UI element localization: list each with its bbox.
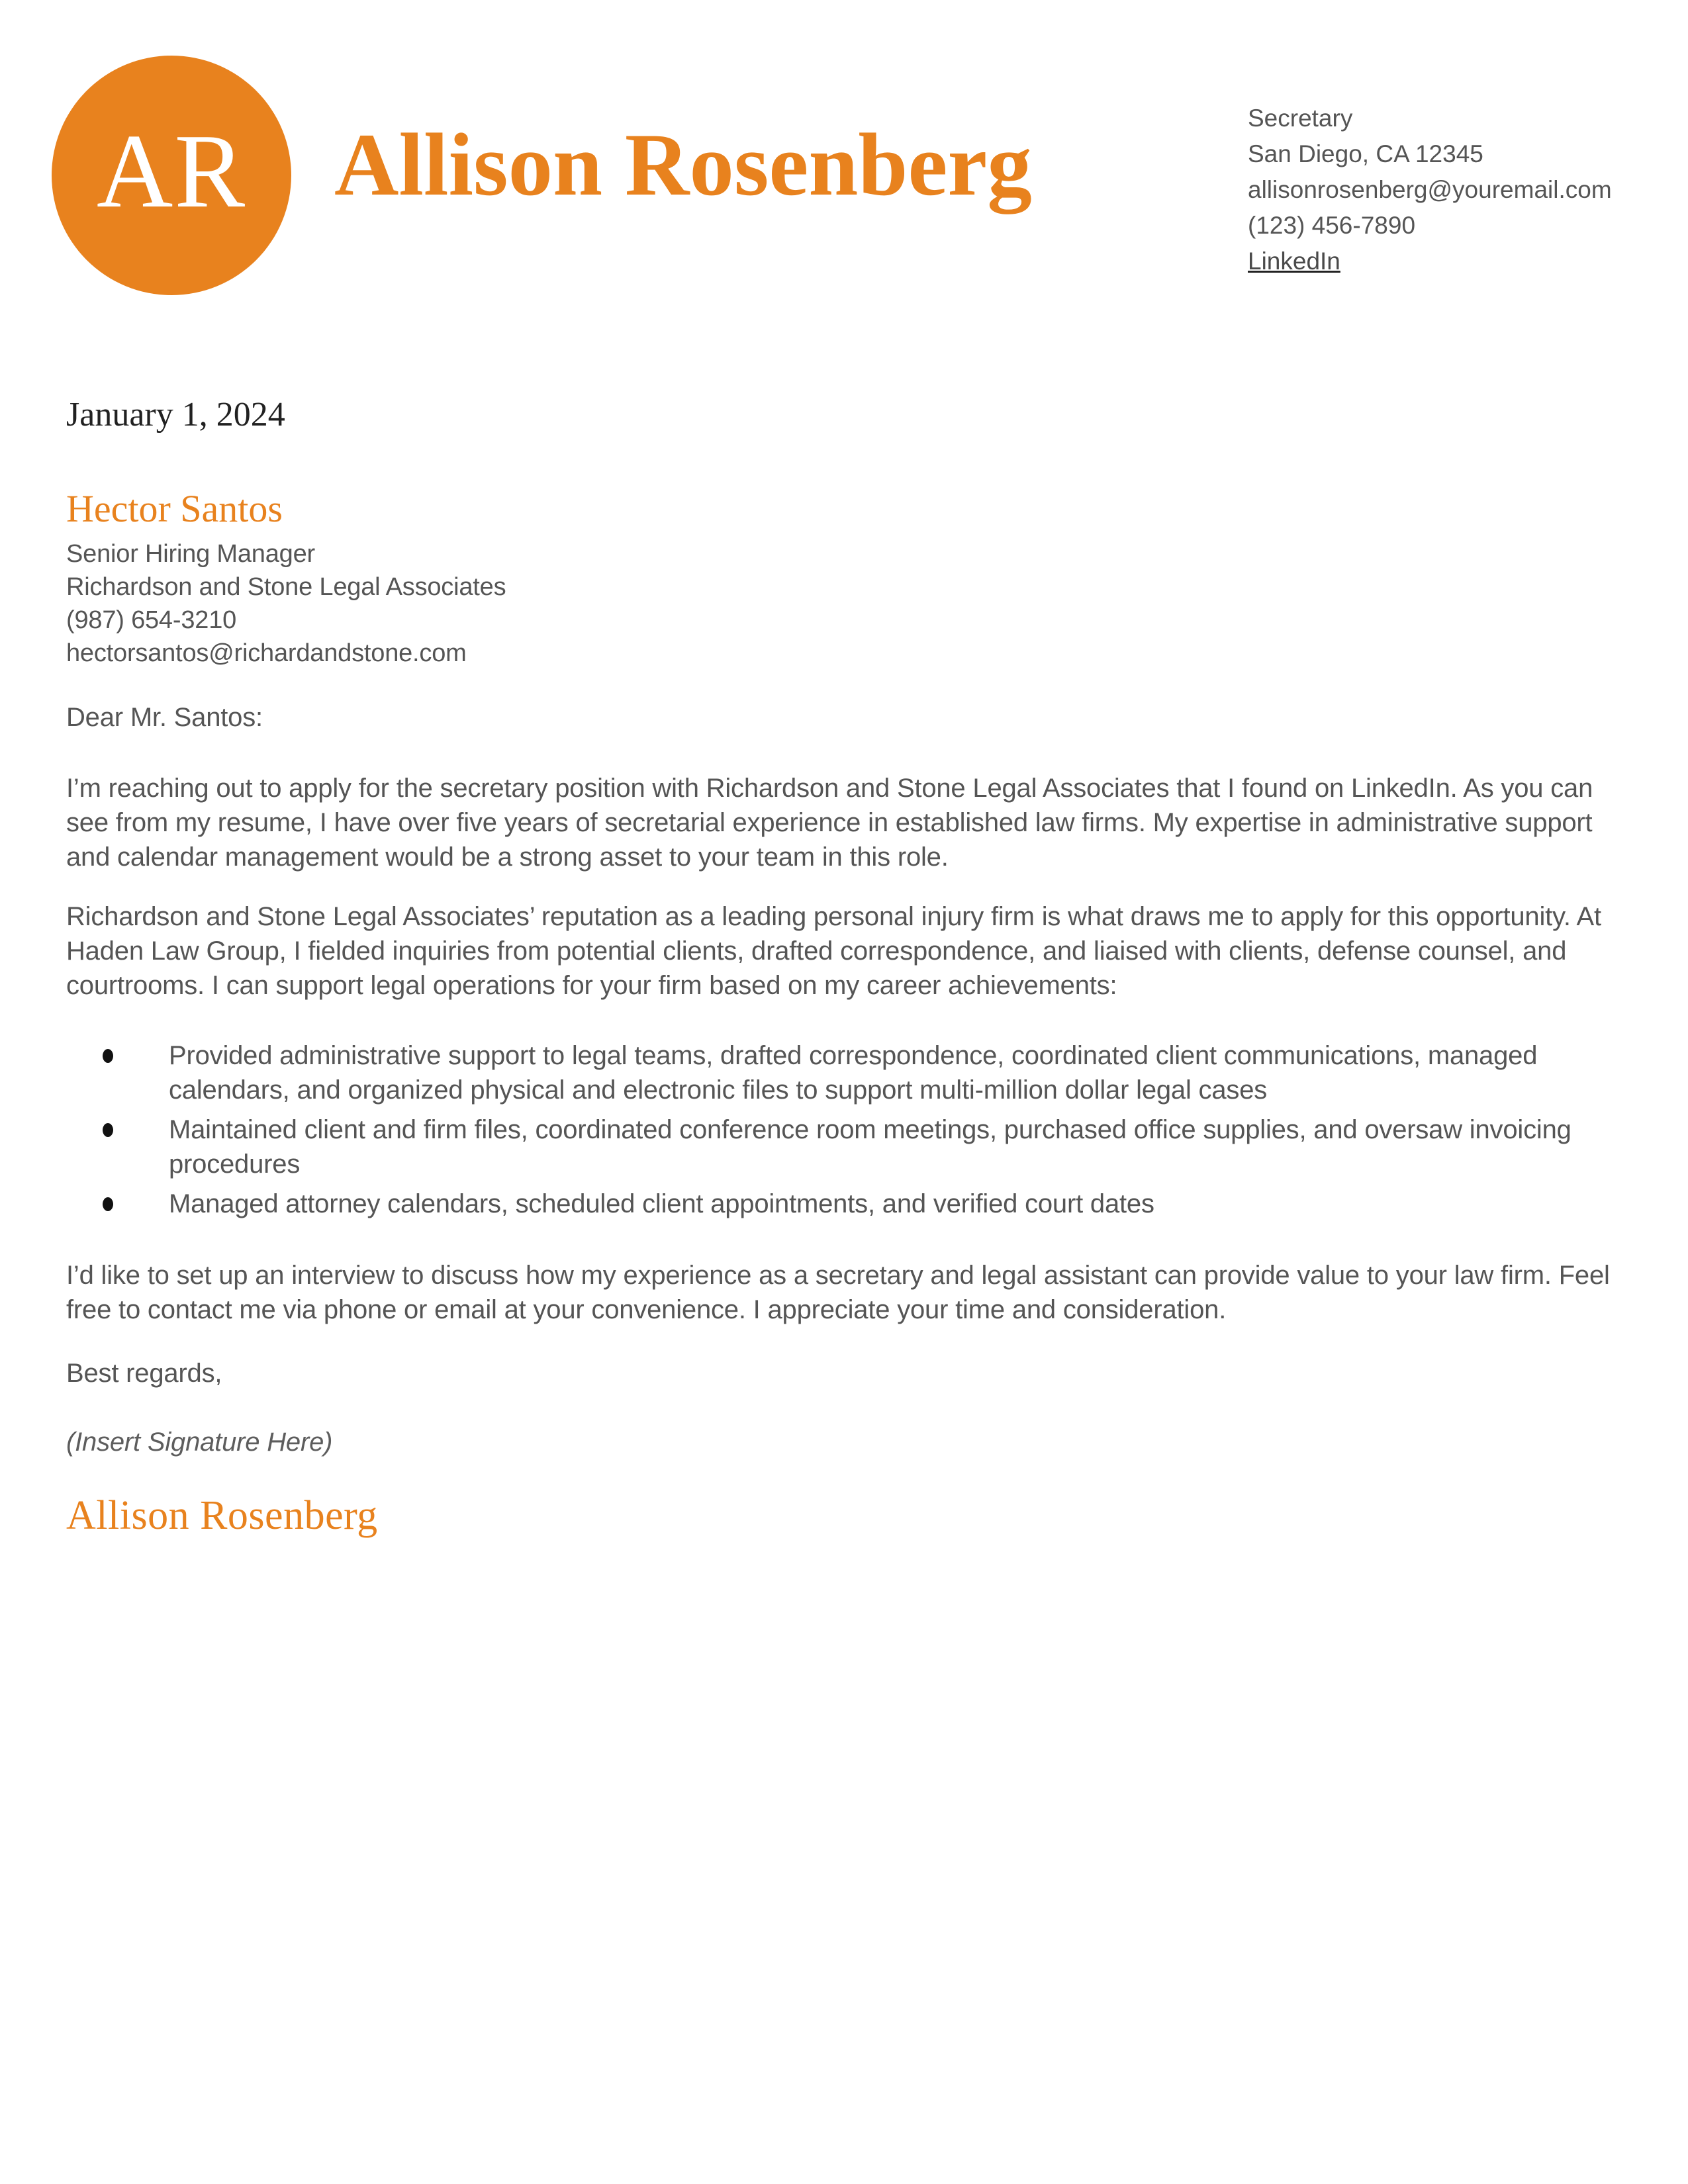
- list-item: [66, 1187, 1618, 1221]
- bullet-icon: [103, 1049, 113, 1063]
- contact-email: allisonrosenberg@youremail.com: [1248, 176, 1612, 203]
- bullet-icon: [103, 1123, 113, 1137]
- letter-date: January 1, 2024: [66, 396, 285, 433]
- signature-placeholder: (Insert Signature Here): [66, 1428, 333, 1457]
- recipient-name: Hector Santos: [66, 487, 283, 530]
- recipient-phone: (987) 654-3210: [66, 606, 237, 634]
- list-item-text: Managed attorney calendars, scheduled client appointments, and verified court dates: [169, 1189, 1154, 1218]
- recipient-title: Senior Hiring Manager: [66, 540, 315, 568]
- list-item-text: Maintained client and firm files, coordinated conference room meetings, purchased office supplies, and oversaw invoicing procedures: [169, 1115, 1571, 1179]
- bullet-icon: [103, 1197, 113, 1211]
- achievements-list: [66, 1038, 1618, 1221]
- signoff: Best regards,: [66, 1359, 222, 1388]
- linkedin-link[interactable]: LinkedIn: [1248, 248, 1340, 275]
- recipient-company: Richardson and Stone Legal Associates: [66, 573, 506, 601]
- paragraph-body: Richardson and Stone Legal Associates’ reputation as a leading personal injury firm is what draws me to apply for this opportunity. At Haden Law Group, I fielded inquiries from potential clients, drafted correspondence, and liaised with clients, defense counsel, and courtrooms. I can support legal operations for your firm based on my career achievements:: [66, 902, 1601, 1000]
- letter-body: [66, 394, 1618, 1540]
- list-item-text: Provided administrative support to legal teams, drafted correspondence, coordinated client communications, managed calendars, and organized physical and electronic files to support multi-million dollar legal cases: [169, 1041, 1538, 1105]
- recipient-details: [66, 537, 1618, 670]
- signature-name: Allison Rosenberg: [66, 1493, 378, 1538]
- contact-location: San Diego, CA 12345: [1248, 140, 1483, 167]
- contact-job-title: Secretary: [1248, 105, 1353, 132]
- monogram-logo: [52, 56, 291, 295]
- salutation: Dear Mr. Santos:: [66, 703, 263, 732]
- recipient-email: hectorsantos@richardandstone.com: [66, 639, 467, 667]
- contact-phone: (123) 456-7890: [1248, 212, 1416, 239]
- list-item: [66, 1113, 1618, 1181]
- contact-block: [1248, 101, 1612, 279]
- page-title-name: Allison Rosenberg: [334, 116, 1032, 214]
- list-item: [66, 1038, 1618, 1107]
- monogram-initials: AR: [96, 112, 247, 230]
- paragraph-intro: I’m reaching out to apply for the secretary position with Richardson and Stone Legal Associates that I found on LinkedIn. As you can see from my resume, I have over five years of secretarial experience in established law firms. My expertise in administrative support and calendar management would be a strong asset to your team in this role.: [66, 774, 1593, 872]
- closing-paragraph: I’d like to set up an interview to discuss how my experience as a secretary and legal assistant can provide value to your law firm. Feel free to contact me via phone or email at your convenience. I appreciate your time and consideration.: [66, 1261, 1610, 1324]
